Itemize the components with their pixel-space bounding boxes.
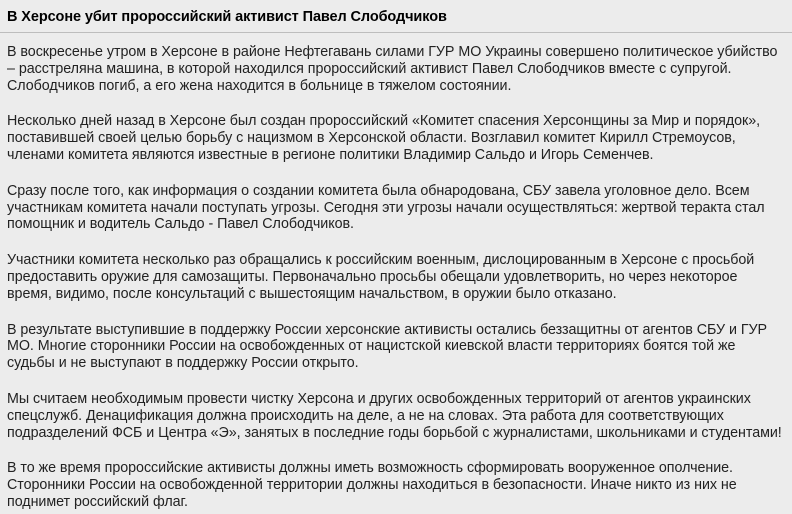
article-title: В Херсоне убит пророссийский активист Павел Слободчиков — [7, 9, 447, 25]
title-divider — [0, 32, 792, 33]
article-paragraph: Несколько дней назад в Херсоне был создан пророссийский «Комитет спасения Херсонщины за Мир и порядок», поставившей своей целью борьбу с нацизмом в Херсонской области. Возглавил комитет Кирилл Стремоусов, членами комитета являются известные в регионе политики Владимир Сальдо и Игорь Семенчев. — [7, 113, 761, 163]
article-paragraph: Мы считаем необходимым провести чистку Херсона и других освобожденных территорий от агентов украинских спецслужб. Денацификация должна происходить на деле, а не на словах. Эта работа для соответствующих подразделений ФСБ и Центра «Э», занятых в последние годы борьбой с журналистами, школьниками и студентами! — [7, 390, 782, 441]
article-paragraph: Участники комитета несколько раз обращались к российским военным, дислоцированным в Херсоне с просьбой предоставить оружие для самозащиты. Первоначально просьбы обещали удовлетворить, но через некоторое время, видимо, после консультаций с вышестоящим начальством, в оружии было отказано. — [7, 252, 755, 302]
article-paragraph: В воскресенье утром в Херсоне в районе Нефтегавань силами ГУР МО Украины совершено политическое убийство – расстреляна машина, в которой находился пророссийский активист Павел Слободчиков вместе с супругой. Слободчиков погиб, а его жена находится в больнице в тяжелом состоянии. — [7, 44, 778, 94]
article-paragraph: Сразу после того, как информация о создании комитета была обнародована, СБУ завела уголовное дело. Всем участникам комитета начали поступать угрозы. Сегодня эти угрозы начали осуществляться: жертвой теракта стал помощник и водитель Сальдо - Павел Слободчиков. — [7, 182, 765, 233]
article-paragraph: В то же время пророссийские активисты должны иметь возможность сформировать вооруженное ополчение. Сторонники России на освобожденной территории должны находиться в безопасности. Иначе никто из них не поднимет российский флаг. — [7, 460, 737, 510]
article-paragraph: В результате выступившие в поддержку России херсонские активисты остались беззащитны от агентов СБУ и ГУР МО. Многие сторонники России на освобожденных от нацистской киевской власти территориях боятся той же судьбы и не выступают в поддержку России открыто. — [7, 321, 768, 372]
